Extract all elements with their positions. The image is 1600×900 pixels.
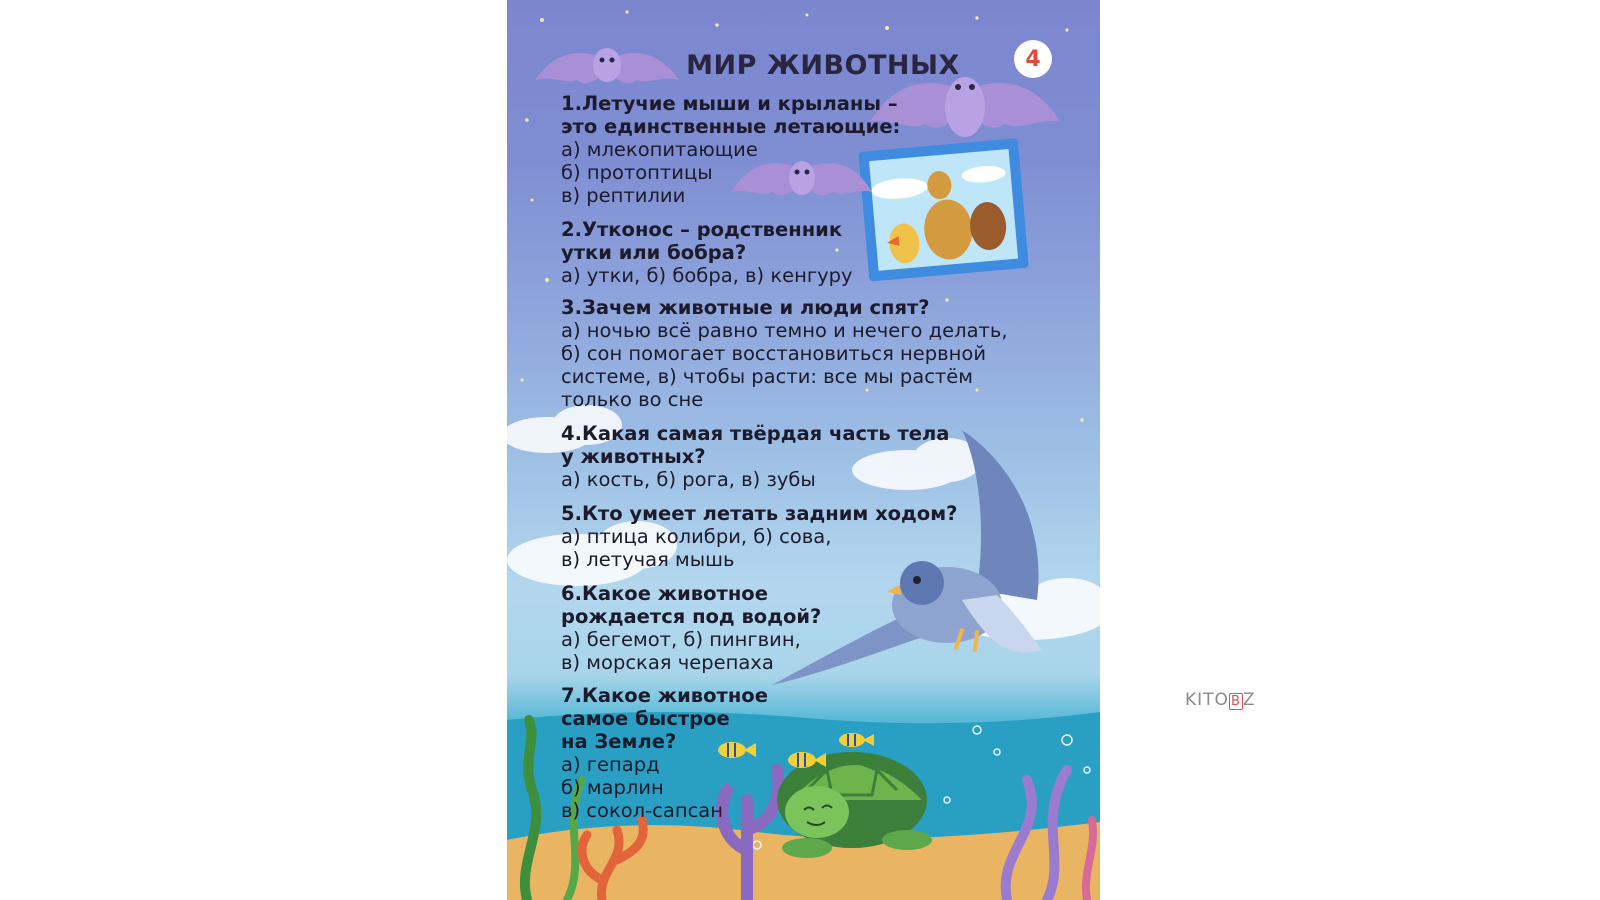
- question-7: [561, 684, 768, 822]
- watermark-text: KITO: [1185, 690, 1229, 710]
- page-number-badge: 4: [1014, 40, 1052, 78]
- question-4: [561, 422, 949, 491]
- answer-option: а) бегемот, б) пингвин,: [561, 628, 801, 651]
- watermark-text: Z: [1242, 690, 1256, 710]
- question-3: [561, 296, 1008, 411]
- question-title-line: 7.Какое животное: [561, 684, 768, 707]
- question-title-line: 5.Кто умеет летать задним ходом?: [561, 502, 958, 525]
- answer-option: в) морская черепаха: [561, 651, 774, 674]
- answer-option: а) кость, б) рога, в) зубы: [561, 468, 816, 491]
- watermark-logo: [1185, 690, 1256, 710]
- question-title-line: рождается под водой?: [561, 605, 822, 628]
- question-title-line: 3.Зачем животные и люди спят?: [561, 296, 930, 319]
- answer-option: а) птица колибри, б) сова,: [561, 525, 832, 548]
- question-title-line: на Земле?: [561, 730, 677, 753]
- quiz-card: [507, 0, 1100, 900]
- answer-option: в) сокол-сапсан: [561, 799, 723, 822]
- answer-option: б) сон помогает восстановиться нервной: [561, 342, 986, 365]
- question-1: [561, 92, 900, 207]
- answer-option: б) марлин: [561, 776, 664, 799]
- answer-option: а) млекопитающие: [561, 138, 758, 161]
- question-5: [561, 502, 957, 571]
- question-6: [561, 582, 821, 674]
- answer-option: только во сне: [561, 388, 704, 411]
- answer-option: а) утки, б) бобра, в) кенгуру: [561, 264, 853, 287]
- answer-option: в) летучая мышь: [561, 548, 735, 571]
- answer-option: б) протоптицы: [561, 161, 713, 184]
- question-title-line: 2.Утконос – родственник: [561, 218, 843, 241]
- watermark-box-letter: B: [1230, 694, 1241, 709]
- answer-option: в) рептилии: [561, 184, 686, 207]
- question-title-line: у животных?: [561, 445, 706, 468]
- question-title-line: 6.Какое животное: [561, 582, 768, 605]
- answer-option: а) гепард: [561, 753, 660, 776]
- question-title-line: самое быстрое: [561, 707, 730, 730]
- question-title-line: 4.Какая самая твёрдая часть тела: [561, 422, 950, 445]
- question-title-line: 1.Летучие мыши и крыланы –: [561, 92, 898, 115]
- answer-option: системе, в) чтобы расти: все мы растём: [561, 365, 973, 388]
- question-title-line: это единственные летающие:: [561, 115, 901, 138]
- question-2: [561, 218, 853, 287]
- page-title: МИР ЖИВОТНЫХ: [686, 50, 960, 81]
- question-title-line: утки или бобра?: [561, 241, 747, 264]
- answer-option: а) ночью всё равно темно и нечего делать,: [561, 319, 1008, 342]
